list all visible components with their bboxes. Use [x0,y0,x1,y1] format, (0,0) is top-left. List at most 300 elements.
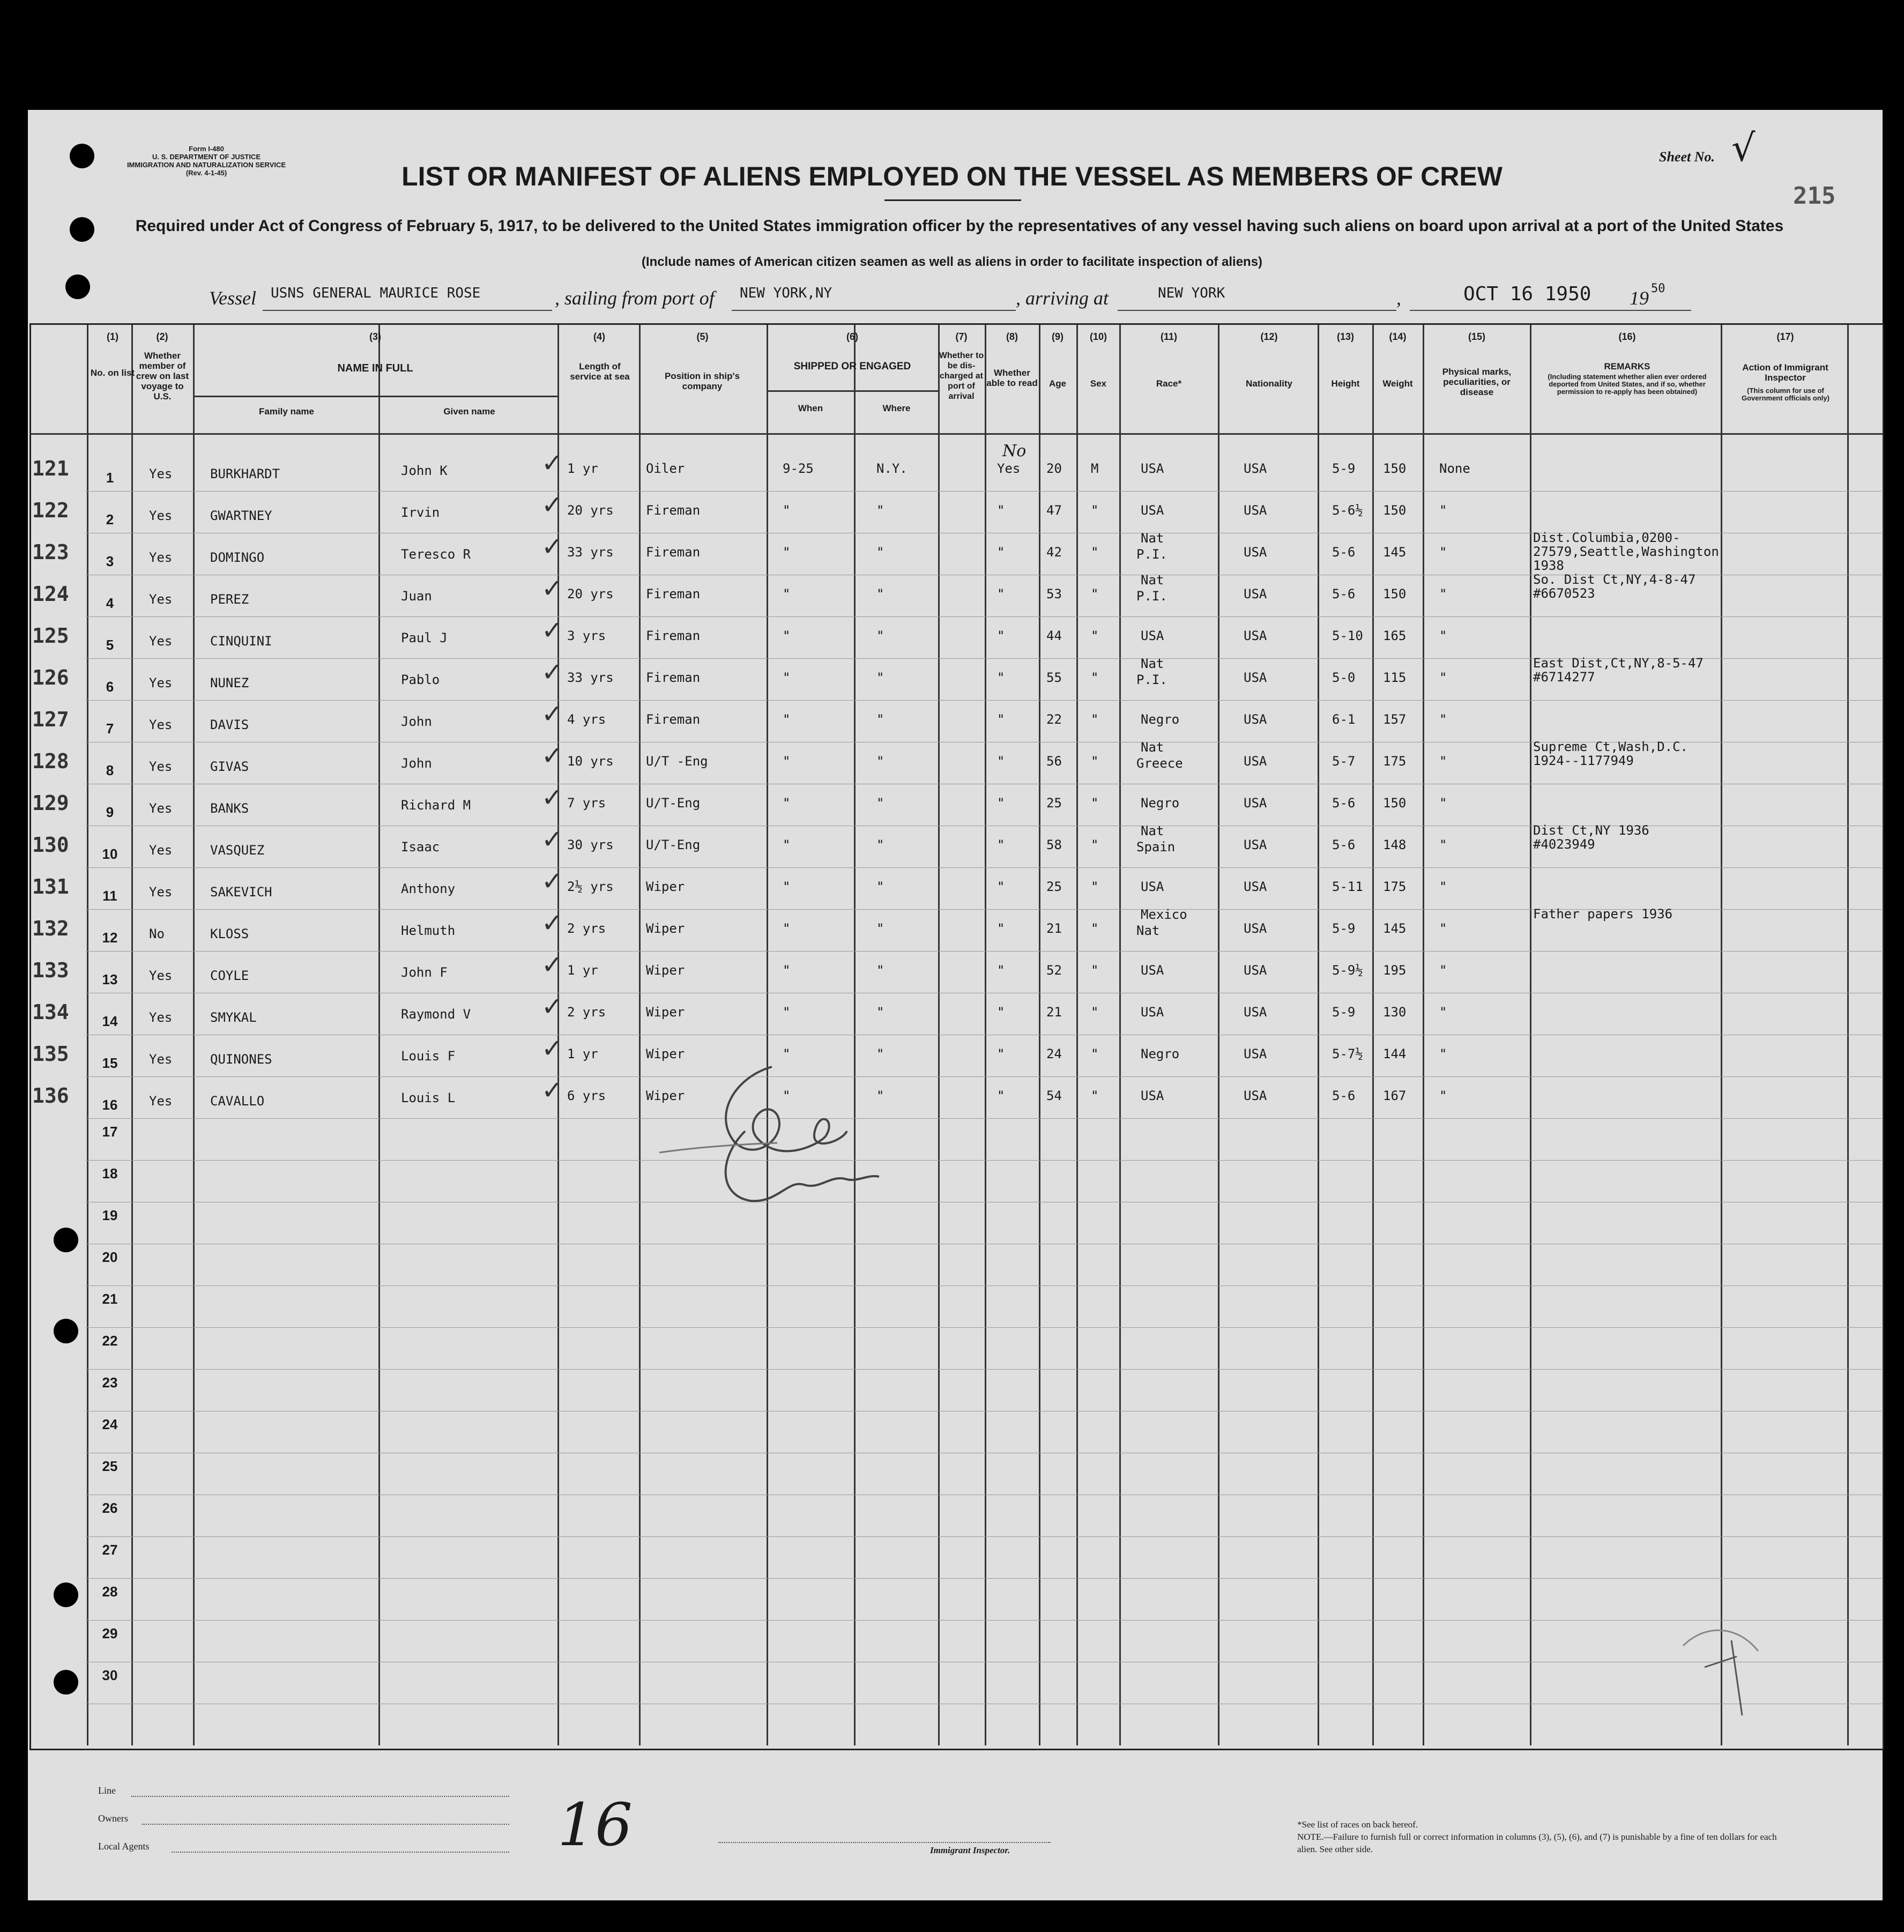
nationality-cell: USA [1244,879,1267,894]
sequence-number: 131 [32,875,69,898]
physical-marks-cell: " [1439,545,1447,560]
vessel-name: USNS GENERAL MAURICE ROSE [271,285,481,301]
sequence-number: 121 [32,457,69,480]
height-cell: 5-9 [1332,921,1356,936]
col12-number: (12) [1260,331,1278,342]
shipped-when-cell: " [783,670,791,685]
vessel-label: Vessel [209,287,256,309]
sex-cell: " [1091,712,1099,727]
shipped-when-cell: " [783,712,791,727]
sex-cell: " [1091,545,1099,560]
nationality-cell: USA [1244,503,1267,518]
check-mark-icon: ✓ [541,950,563,980]
sequence-number: 128 [32,749,69,773]
weight-cell: 145 [1383,921,1407,936]
sex-cell: " [1091,754,1099,769]
sex-cell: " [1091,963,1099,978]
height-cell: 5-6 [1332,586,1356,601]
weight-cell: 148 [1383,837,1407,852]
age-cell: 24 [1046,1046,1062,1061]
given-name-cell: Pablo [401,672,440,687]
row-number: 30 [102,1667,118,1683]
last-voyage-cell: Yes [149,508,173,523]
position-cell: Fireman [646,670,701,685]
height-cell: 5-6 [1332,837,1356,852]
nationality-cell: USA [1244,796,1267,811]
shipped-where-cell: " [876,879,884,894]
shipped-where-cell: " [876,921,884,936]
check-mark-icon: ✓ [541,657,563,687]
race-detail-cell: Spain [1136,839,1176,854]
sex-cell: " [1091,837,1099,852]
last-voyage-cell: Yes [149,592,173,607]
page-number: 215 [1793,182,1836,210]
row-number: 2 [106,511,114,527]
height-cell: 5-6 [1332,545,1356,560]
row-number: 26 [102,1500,118,1516]
age-cell: 52 [1046,963,1062,978]
date-underline [1410,310,1691,311]
shipped-where-cell: " [876,754,884,769]
arriving-label: , arriving at [1016,287,1109,309]
race-cell: Negro [1141,712,1180,727]
shipped-when-cell: " [783,628,791,643]
weight-cell: 144 [1383,1046,1407,1061]
row-number: 23 [102,1374,118,1391]
weight-cell: 167 [1383,1088,1407,1103]
height-cell: 5-6½ [1332,503,1363,518]
service-length-cell: 2½ yrs [567,879,614,894]
col4-header: Length of service at sea [570,361,630,382]
given-name-cell: Anthony [401,881,456,896]
weight-cell: 150 [1383,796,1407,811]
race-cell: USA [1141,1005,1164,1020]
given-name-cell: Paul J [401,630,448,645]
row-rule [86,616,1881,617]
column-divider [131,325,133,1745]
service-length-cell: 2 yrs [567,921,606,936]
inspector-label: Immigrant Inspector. [930,1845,1010,1855]
column-divider [193,325,195,1745]
shipped-where-cell: " [876,1046,884,1061]
row-number: 20 [102,1249,118,1265]
able-to-read-cell: " [997,879,1005,894]
nationality-cell: USA [1244,670,1267,685]
able-to-read-cell: " [997,712,1005,727]
race-cell: Nat [1141,656,1164,671]
able-to-read-cell: " [997,503,1005,518]
col16-header: REMARKS [1604,361,1650,371]
sequence-number: 134 [32,1000,69,1024]
sex-cell: " [1091,1005,1099,1020]
last-voyage-cell: Yes [149,1094,173,1109]
row-rule [86,867,1881,868]
family-name-cell: SMYKAL [210,1010,257,1025]
sequence-number: 125 [32,624,69,648]
col6-header: SHIPPED OR ENGAGED [793,361,911,372]
service-length-cell: 7 yrs [567,796,606,811]
position-cell: Wiper [646,1046,685,1061]
given-name-cell: Helmuth [401,923,456,938]
col16-subheader: (Including statement whether alien ever ordered deported from United States, and if so, whether permission to re-apply has been obtained) [1548,373,1707,396]
check-mark-icon: ✓ [541,574,563,604]
height-cell: 5-10 [1332,628,1363,643]
age-cell: 58 [1046,837,1062,852]
shipped-when-cell: 9-25 [783,461,814,476]
physical-marks-cell: " [1439,670,1447,685]
last-voyage-cell: Yes [149,885,173,900]
col9-header: Age [1048,378,1067,389]
last-voyage-cell: Yes [149,466,173,481]
last-voyage-cell: Yes [149,968,173,983]
race-cell: USA [1141,461,1164,476]
arriving-port: NEW YORK [1158,285,1225,301]
col8-header: Whether able to read [986,368,1038,388]
height-cell: 6-1 [1332,712,1356,727]
sex-cell: " [1091,796,1099,811]
age-cell: 21 [1046,921,1062,936]
sex-cell: " [1091,921,1099,936]
column-divider [767,325,768,1745]
shipped-when-cell: " [783,921,791,936]
check-mark-icon: ✓ [541,824,563,854]
sex-cell: " [1091,879,1099,894]
race-cell: USA [1141,879,1164,894]
sex-cell: " [1091,1088,1099,1103]
age-cell: 53 [1046,586,1062,601]
row-rule [86,1285,1881,1286]
row-rule [86,1536,1881,1537]
given-name-cell: Louis F [401,1049,456,1064]
height-cell: 5-9 [1332,461,1356,476]
row-rule [86,951,1881,952]
height-cell: 5-7 [1332,754,1356,769]
row-number: 29 [102,1625,118,1641]
last-voyage-cell: Yes [149,843,173,858]
column-divider [1218,325,1219,1745]
column-divider [1847,325,1849,1745]
remarks-cell: Dist.Columbia,0200- 27579,Seattle,Washington 1938 [1533,530,1719,573]
header-subdivider [767,390,938,392]
physical-marks-cell: " [1439,754,1447,769]
last-voyage-cell: Yes [149,1010,173,1025]
family-name-cell: BANKS [210,801,249,816]
race-cell: Mexico [1141,907,1187,922]
col15-number: (15) [1468,331,1485,342]
given-name-cell: John [401,756,432,771]
sailing-label: , sailing from port of [555,287,715,309]
height-cell: 5-11 [1332,879,1363,894]
shipped-where-cell: " [876,712,884,727]
nationality-cell: USA [1244,837,1267,852]
able-to-read-cell: " [997,1088,1005,1103]
stamp-mark [1672,1603,1769,1721]
able-to-read-cell: " [997,670,1005,685]
row-rule [86,1076,1881,1077]
check-mark-icon: ✓ [541,992,563,1022]
physical-marks-cell: None [1439,461,1470,476]
form-dept: U. S. DEPARTMENT OF JUSTICE [152,153,261,161]
service-length-cell: 10 yrs [567,754,614,769]
sequence-number: 132 [32,917,69,940]
row-rule [86,700,1881,701]
signature-scrawl [654,1056,901,1217]
physical-marks-cell: " [1439,796,1447,811]
sequence-number: 129 [32,791,69,815]
family-name-cell: SAKEVICH [210,885,272,900]
owners-label: Owners [98,1813,128,1824]
check-mark-icon: ✓ [541,490,563,520]
column-divider [1318,325,1319,1745]
service-length-cell: 33 yrs [567,670,614,685]
family-name-cell: QUINONES [210,1052,272,1067]
family-name-cell: VASQUEZ [210,843,265,858]
shipped-when-cell: " [783,754,791,769]
position-cell: Wiper [646,921,685,936]
row-number: 18 [102,1165,118,1182]
line-label: Line [98,1785,116,1796]
height-cell: 5-0 [1332,670,1356,685]
family-name-cell: DOMINGO [210,550,265,565]
row-number: 1 [106,470,114,486]
column-divider [1039,325,1040,1745]
header-divider [29,433,1883,435]
family-name-cell: GWARTNEY [210,508,272,523]
family-name-cell: NUNEZ [210,675,249,690]
row-number: 8 [106,762,114,778]
col11-header: Race* [1156,378,1182,389]
row-rule [86,1578,1881,1579]
local-agents-label: Local Agents [98,1841,150,1852]
check-mark-icon: ✓ [541,741,563,771]
check-mark-icon: ✓ [541,615,563,645]
col4-number: (4) [593,331,605,342]
column-divider [1530,325,1531,1745]
weight-cell: 165 [1383,628,1407,643]
sailing-underline [732,310,1016,311]
position-cell: Fireman [646,503,701,518]
weight-cell: 157 [1383,712,1407,727]
column-divider [1119,325,1121,1745]
nationality-cell: USA [1244,712,1267,727]
agents-dots [172,1852,509,1853]
column-divider [854,325,856,1745]
family-name-cell: KLOSS [210,926,249,941]
able-to-read-handwritten: No [1002,442,1027,460]
col7-number: (7) [955,331,968,342]
line-dots [131,1796,509,1797]
family-name-cell: PEREZ [210,592,249,607]
given-name-cell: Isaac [401,839,440,854]
position-cell: U/T-Eng [646,796,701,811]
shipped-when-cell: " [783,586,791,601]
age-cell: 25 [1046,796,1062,811]
shipped-where-cell: " [876,503,884,518]
nationality-cell: USA [1244,1005,1267,1020]
nationality-cell: USA [1244,1088,1267,1103]
given-name-cell: Irvin [401,505,440,520]
race-cell: Negro [1141,796,1180,811]
row-number: 11 [102,888,117,904]
able-to-read-cell: " [997,586,1005,601]
remarks-cell: So. Dist Ct,NY,4-8-47 #6670523 [1533,572,1696,601]
note-races: *See list of races on back hereof. [1297,1819,1418,1830]
row-number: 28 [102,1584,118,1600]
col13-header: Height [1331,378,1360,389]
year-suffix: 50 [1651,282,1665,295]
service-length-cell: 33 yrs [567,545,614,560]
sequence-number: 133 [32,958,69,982]
given-name-cell: John [401,714,432,729]
race-cell: Nat [1141,531,1164,546]
nationality-cell: USA [1244,1046,1267,1061]
nationality-cell: USA [1244,921,1267,936]
given-name-cell: Juan [401,589,432,604]
family-name-cell: COYLE [210,968,249,983]
last-voyage-cell: Yes [149,675,173,690]
weight-cell: 150 [1383,586,1407,601]
page-subtitle: Required under Act of Congress of February 5, 1917, to be delivered to the United States immigration officer by the representatives of any vessel having such aliens on board upon arrival at a port of the United States [135,217,1784,235]
col1-header: No. on list [90,368,135,378]
race-cell: USA [1141,628,1164,643]
row-number: 9 [106,804,114,820]
age-cell: 56 [1046,754,1062,769]
shipped-when-cell: " [783,796,791,811]
able-to-read-cell: " [997,963,1005,978]
row-rule [86,1620,1881,1621]
row-number: 24 [102,1416,118,1432]
race-cell: USA [1141,503,1164,518]
row-number: 4 [106,595,114,611]
row-rule [86,1327,1881,1328]
row-number: 10 [102,846,118,862]
sex-cell: " [1091,1046,1099,1061]
check-mark-icon: ✓ [541,699,563,729]
column-divider [1372,325,1374,1745]
shipped-where-cell: " [876,670,884,685]
header-subdivider [193,396,559,397]
row-number: 17 [102,1124,118,1140]
service-length-cell: 6 yrs [567,1088,606,1103]
title-underline [884,199,1021,201]
family-name-cell: DAVIS [210,717,249,732]
physical-marks-cell: " [1439,1005,1447,1020]
race-detail-cell: Nat [1136,923,1160,938]
race-cell: Nat [1141,740,1164,755]
weight-cell: 115 [1383,670,1407,685]
shipped-where-cell: " [876,1088,884,1103]
last-voyage-cell: Yes [149,634,173,649]
sequence-number: 122 [32,499,69,522]
sheet-label: Sheet No. [1659,149,1715,165]
sailing-port: NEW YORK,NY [740,285,832,301]
sequence-number: 127 [32,708,69,731]
col15-header: Physical marks, peculiarities, or disease [1442,367,1512,397]
able-to-read-cell: " [997,837,1005,852]
physical-marks-cell: " [1439,879,1447,894]
row-number: 19 [102,1207,118,1223]
physical-marks-cell: " [1439,628,1447,643]
include-note: (Include names of American citizen seamen as well as aliens in order to facilitate inspection of aliens) [641,255,1263,269]
height-cell: 5-9½ [1332,963,1363,978]
position-cell: Oiler [646,461,685,476]
able-to-read-cell: " [997,545,1005,560]
col1-number: (1) [107,331,118,342]
note-penalty: NOTE.—Failure to furnish full or correct information in columns (3), (5), (6), and (7) is punishable by a fine of ten dollars for each alien. See other side. [1297,1832,1777,1854]
nationality-cell: USA [1244,586,1267,601]
shipped-where-cell: " [876,837,884,852]
family-name-cell: BURKHARDT [210,466,280,481]
row-number: 22 [102,1333,118,1349]
weight-cell: 150 [1383,461,1407,476]
nationality-cell: USA [1244,628,1267,643]
row-rule [86,1118,1881,1119]
given-name-cell: Raymond V [401,1007,471,1022]
race-detail-cell: P.I. [1136,589,1167,604]
column-divider [938,325,940,1745]
shipped-when-cell: " [783,503,791,518]
col16-number: (16) [1618,331,1636,342]
col17-subheader: (This column for use of Government officials only) [1742,387,1829,402]
col10-header: Sex [1090,378,1107,389]
vessel-underline [263,310,552,311]
row-rule [86,1160,1881,1161]
race-cell: Nat [1141,823,1164,838]
column-divider [1076,325,1078,1745]
race-detail-cell: P.I. [1136,672,1167,687]
shipped-when-cell: " [783,879,791,894]
column-divider [985,325,986,1745]
arrival-date: OCT 16 1950 [1463,283,1591,305]
physical-marks-cell: " [1439,1046,1447,1061]
age-cell: 22 [1046,712,1062,727]
sequence-number: 135 [32,1042,69,1066]
shipped-where-cell: " [876,628,884,643]
inspector-dots [718,1842,1051,1843]
row-number: 3 [106,553,114,569]
physical-marks-cell: " [1439,1088,1447,1103]
shipped-where-cell: " [876,963,884,978]
col5-header: Position in ship's company [664,371,740,391]
age-cell: 55 [1046,670,1062,685]
service-length-cell: 1 yr [567,1046,598,1061]
able-to-read-cell: " [997,1005,1005,1020]
shipped-where-cell: N.Y. [876,461,908,476]
given-name-cell: Teresco R [401,547,471,562]
position-cell: U/T -Eng [646,754,708,769]
given-name-cell: John K [401,463,448,478]
family-name-cell: CAVALLO [210,1094,265,1109]
race-cell: Nat [1141,573,1164,588]
row-rule [86,1369,1881,1370]
last-voyage-cell: Yes [149,717,173,732]
page-title: LIST OR MANIFEST OF ALIENS EMPLOYED ON THE VESSEL AS MEMBERS OF CREW [401,161,1503,191]
position-cell: Fireman [646,586,701,601]
col17-number: (17) [1776,331,1794,342]
able-to-read-cell: " [997,796,1005,811]
sequence-number: 126 [32,666,69,689]
check-mark-icon: ✓ [541,908,563,938]
col9-number: (9) [1052,331,1063,342]
height-cell: 5-9 [1332,1005,1356,1020]
col8-number: (8) [1006,331,1018,342]
remarks-cell: East Dist,Ct,NY,8-5-47 #6714277 [1533,656,1704,685]
row-number: 7 [106,720,114,737]
height-cell: 5-6 [1332,796,1356,811]
row-number: 27 [102,1542,118,1558]
position-cell: Fireman [646,712,701,727]
column-divider [639,325,641,1745]
